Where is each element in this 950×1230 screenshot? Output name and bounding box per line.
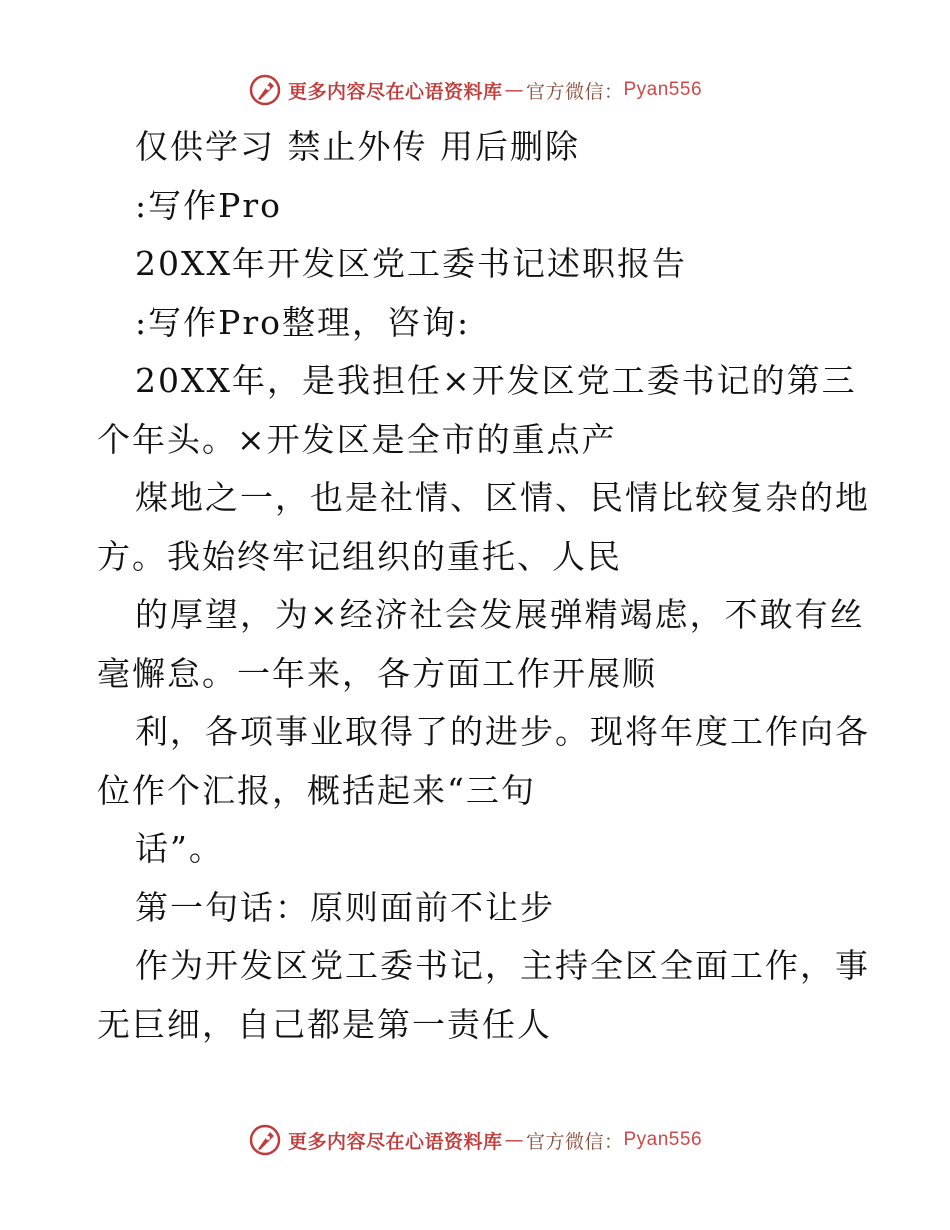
banner-separator: — xyxy=(504,79,524,101)
pen-nib-logo-icon xyxy=(248,73,282,107)
text-line: :写作Pro整理，咨询: xyxy=(135,302,471,342)
footer-banner xyxy=(0,1120,950,1160)
text-line: 的厚望，为×经济社会发展弹精竭虑，不敢有丝 xyxy=(135,595,865,634)
text-line: 20XX年开发区党工委书记述职报告 xyxy=(135,244,687,283)
text-line: 毫懈怠。一年来，各方面工作开展顺 xyxy=(97,653,657,693)
header-banner xyxy=(0,70,950,110)
text-line: 煤地之一，也是社情、区情、民情比较复杂的地 xyxy=(135,478,870,517)
text-line: :写作Pro xyxy=(135,185,282,225)
banner-wechat-id: Pyan556 xyxy=(623,1129,703,1150)
text-line: 话”。 xyxy=(135,829,224,868)
text-line: 20XX年，是我担任×开发区党工委书记的第三 xyxy=(135,361,857,400)
banner-separator: — xyxy=(504,1129,524,1151)
banner-title: 更多内容尽在心语资料库 xyxy=(287,1130,503,1153)
pen-nib-logo-icon xyxy=(248,1123,282,1157)
text-line: 仅供学习 禁止外传 用后删除 xyxy=(135,127,580,166)
banner-wechat-id: Pyan556 xyxy=(623,79,703,100)
banner-title: 更多内容尽在心语资料库 xyxy=(287,80,503,103)
banner-label: 官方微信： xyxy=(525,80,624,103)
banner-label: 官方微信： xyxy=(525,1130,624,1153)
document-body xyxy=(97,118,870,1054)
text-line: 方。我始终牢记组织的重托、人民 xyxy=(97,536,622,576)
text-line: 作为开发区党工委书记，主持全区全面工作，事 xyxy=(135,946,870,985)
text-line: 个年头。×开发区是全市的重点产 xyxy=(97,419,617,459)
text-line: 利，各项事业取得了的进步。现将年度工作向各 xyxy=(135,712,870,751)
text-line: 无巨细，自己都是第一责任人 xyxy=(97,1004,552,1044)
text-line: 位作个汇报，概括起来“三句 xyxy=(97,770,536,810)
text-line: 第一句话：原则面前不让步 xyxy=(135,887,555,927)
